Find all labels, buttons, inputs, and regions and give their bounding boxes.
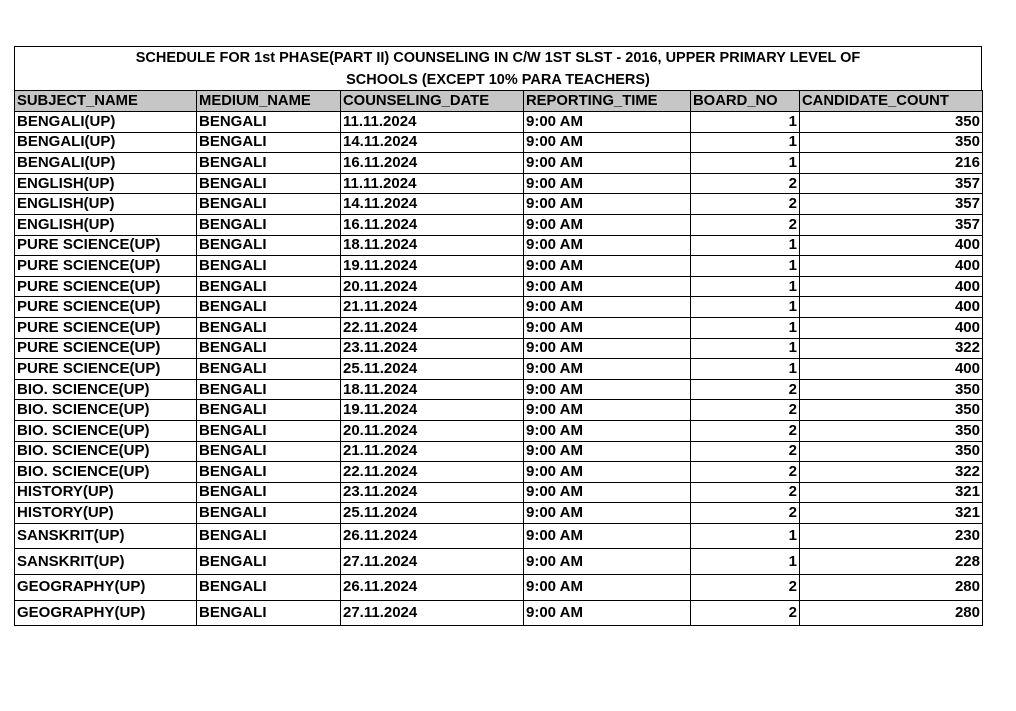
cell-counseling-date: 21.11.2024	[341, 297, 524, 318]
cell-candidate-count: 350	[800, 379, 983, 400]
cell-board-no: 2	[691, 173, 800, 194]
title-line-2: SCHOOLS (EXCEPT 10% PARA TEACHERS)	[346, 72, 650, 88]
table-row	[15, 132, 983, 153]
table-row	[15, 153, 983, 174]
cell-medium-name: BENGALI	[197, 400, 341, 421]
table-row	[15, 317, 983, 338]
cell-reporting-time: 9:00 AM	[524, 482, 691, 503]
cell-reporting-time: 9:00 AM	[524, 194, 691, 215]
cell-counseling-date: 16.11.2024	[341, 153, 524, 174]
cell-candidate-count: 350	[800, 400, 983, 421]
cell-counseling-date: 14.11.2024	[341, 194, 524, 215]
cell-subject-name: SANSKRIT(UP)	[15, 523, 197, 549]
table-row	[15, 297, 983, 318]
cell-candidate-count: 280	[800, 575, 983, 601]
cell-medium-name: BENGALI	[197, 153, 341, 174]
cell-reporting-time: 9:00 AM	[524, 359, 691, 380]
cell-subject-name: BENGALI(UP)	[15, 153, 197, 174]
cell-candidate-count: 228	[800, 549, 983, 575]
cell-reporting-time: 9:00 AM	[524, 400, 691, 421]
cell-reporting-time: 9:00 AM	[524, 317, 691, 338]
cell-medium-name: BENGALI	[197, 420, 341, 441]
cell-board-no: 1	[691, 153, 800, 174]
cell-candidate-count: 400	[800, 235, 983, 256]
cell-counseling-date: 20.11.2024	[341, 420, 524, 441]
header-medium-name: MEDIUM_NAME	[197, 91, 341, 112]
cell-candidate-count: 357	[800, 214, 983, 235]
cell-subject-name: PURE SCIENCE(UP)	[15, 359, 197, 380]
cell-subject-name: ENGLISH(UP)	[15, 173, 197, 194]
cell-board-no: 2	[691, 214, 800, 235]
cell-reporting-time: 9:00 AM	[524, 153, 691, 174]
cell-counseling-date: 27.11.2024	[341, 600, 524, 626]
header-subject-name: SUBJECT_NAME	[15, 91, 197, 112]
cell-board-no: 2	[691, 420, 800, 441]
header-row	[15, 91, 983, 112]
cell-counseling-date: 20.11.2024	[341, 276, 524, 297]
cell-reporting-time: 9:00 AM	[524, 503, 691, 524]
cell-candidate-count: 321	[800, 503, 983, 524]
cell-counseling-date: 23.11.2024	[341, 338, 524, 359]
table-row	[15, 194, 983, 215]
table-row	[15, 503, 983, 524]
cell-counseling-date: 18.11.2024	[341, 379, 524, 400]
cell-reporting-time: 9:00 AM	[524, 297, 691, 318]
cell-candidate-count: 400	[800, 359, 983, 380]
cell-candidate-count: 322	[800, 338, 983, 359]
cell-medium-name: BENGALI	[197, 549, 341, 575]
cell-subject-name: SANSKRIT(UP)	[15, 549, 197, 575]
cell-board-no: 1	[691, 523, 800, 549]
cell-board-no: 2	[691, 575, 800, 601]
cell-board-no: 1	[691, 549, 800, 575]
table-body	[15, 112, 983, 626]
cell-subject-name: HISTORY(UP)	[15, 503, 197, 524]
header-board-no: BOARD_NO	[691, 91, 800, 112]
cell-reporting-time: 9:00 AM	[524, 600, 691, 626]
cell-subject-name: PURE SCIENCE(UP)	[15, 235, 197, 256]
cell-medium-name: BENGALI	[197, 112, 341, 133]
cell-reporting-time: 9:00 AM	[524, 276, 691, 297]
cell-medium-name: BENGALI	[197, 132, 341, 153]
cell-counseling-date: 18.11.2024	[341, 235, 524, 256]
cell-candidate-count: 350	[800, 420, 983, 441]
table-row	[15, 600, 983, 626]
table-row	[15, 420, 983, 441]
cell-medium-name: BENGALI	[197, 297, 341, 318]
cell-counseling-date: 19.11.2024	[341, 256, 524, 277]
table-row	[15, 112, 983, 133]
cell-counseling-date: 22.11.2024	[341, 462, 524, 483]
cell-candidate-count: 357	[800, 194, 983, 215]
table-row	[15, 441, 983, 462]
cell-subject-name: BIO. SCIENCE(UP)	[15, 441, 197, 462]
table-row	[15, 214, 983, 235]
schedule-table	[14, 90, 983, 626]
cell-candidate-count: 350	[800, 132, 983, 153]
cell-subject-name: BIO. SCIENCE(UP)	[15, 379, 197, 400]
cell-reporting-time: 9:00 AM	[524, 420, 691, 441]
cell-board-no: 2	[691, 462, 800, 483]
cell-medium-name: BENGALI	[197, 194, 341, 215]
header-reporting-time: REPORTING_TIME	[524, 91, 691, 112]
cell-medium-name: BENGALI	[197, 523, 341, 549]
cell-reporting-time: 9:00 AM	[524, 173, 691, 194]
table-row	[15, 256, 983, 277]
cell-subject-name: BENGALI(UP)	[15, 132, 197, 153]
table-row	[15, 235, 983, 256]
cell-board-no: 2	[691, 482, 800, 503]
cell-subject-name: PURE SCIENCE(UP)	[15, 317, 197, 338]
table-row	[15, 173, 983, 194]
table-row	[15, 549, 983, 575]
cell-candidate-count: 350	[800, 112, 983, 133]
cell-reporting-time: 9:00 AM	[524, 256, 691, 277]
cell-reporting-time: 9:00 AM	[524, 235, 691, 256]
cell-counseling-date: 21.11.2024	[341, 441, 524, 462]
cell-candidate-count: 357	[800, 173, 983, 194]
cell-counseling-date: 14.11.2024	[341, 132, 524, 153]
cell-medium-name: BENGALI	[197, 256, 341, 277]
cell-subject-name: BENGALI(UP)	[15, 112, 197, 133]
cell-subject-name: BIO. SCIENCE(UP)	[15, 420, 197, 441]
schedule-sheet	[14, 46, 982, 626]
table-row	[15, 400, 983, 421]
cell-medium-name: BENGALI	[197, 317, 341, 338]
cell-subject-name: ENGLISH(UP)	[15, 194, 197, 215]
cell-medium-name: BENGALI	[197, 214, 341, 235]
table-row	[15, 482, 983, 503]
cell-board-no: 2	[691, 600, 800, 626]
cell-candidate-count: 280	[800, 600, 983, 626]
cell-board-no: 1	[691, 317, 800, 338]
cell-subject-name: BIO. SCIENCE(UP)	[15, 462, 197, 483]
cell-medium-name: BENGALI	[197, 235, 341, 256]
cell-subject-name: BIO. SCIENCE(UP)	[15, 400, 197, 421]
cell-subject-name: PURE SCIENCE(UP)	[15, 338, 197, 359]
cell-counseling-date: 25.11.2024	[341, 359, 524, 380]
cell-medium-name: BENGALI	[197, 482, 341, 503]
cell-board-no: 2	[691, 379, 800, 400]
cell-medium-name: BENGALI	[197, 359, 341, 380]
cell-board-no: 1	[691, 297, 800, 318]
cell-subject-name: PURE SCIENCE(UP)	[15, 297, 197, 318]
title-line-1: SCHEDULE FOR 1st PHASE(PART II) COUNSELING IN C/W 1ST SLST - 2016, UPPER PRIMARY LEVEL OF	[135, 50, 861, 66]
cell-candidate-count: 321	[800, 482, 983, 503]
cell-counseling-date: 23.11.2024	[341, 482, 524, 503]
cell-reporting-time: 9:00 AM	[524, 214, 691, 235]
table-row	[15, 379, 983, 400]
document-title	[14, 46, 982, 90]
cell-counseling-date: 22.11.2024	[341, 317, 524, 338]
cell-reporting-time: 9:00 AM	[524, 462, 691, 483]
table-row	[15, 338, 983, 359]
cell-board-no: 2	[691, 503, 800, 524]
cell-medium-name: BENGALI	[197, 276, 341, 297]
table-row	[15, 276, 983, 297]
cell-medium-name: BENGALI	[197, 503, 341, 524]
cell-medium-name: BENGALI	[197, 379, 341, 400]
cell-board-no: 1	[691, 359, 800, 380]
cell-reporting-time: 9:00 AM	[524, 132, 691, 153]
cell-medium-name: BENGALI	[197, 441, 341, 462]
cell-medium-name: BENGALI	[197, 600, 341, 626]
cell-reporting-time: 9:00 AM	[524, 379, 691, 400]
cell-counseling-date: 11.11.2024	[341, 112, 524, 133]
cell-reporting-time: 9:00 AM	[524, 112, 691, 133]
cell-board-no: 1	[691, 132, 800, 153]
cell-subject-name: PURE SCIENCE(UP)	[15, 276, 197, 297]
cell-board-no: 1	[691, 235, 800, 256]
table-row	[15, 575, 983, 601]
cell-candidate-count: 230	[800, 523, 983, 549]
cell-medium-name: BENGALI	[197, 173, 341, 194]
cell-counseling-date: 19.11.2024	[341, 400, 524, 421]
cell-candidate-count: 322	[800, 462, 983, 483]
cell-subject-name: GEOGRAPHY(UP)	[15, 600, 197, 626]
cell-candidate-count: 400	[800, 256, 983, 277]
cell-counseling-date: 26.11.2024	[341, 523, 524, 549]
table-row	[15, 359, 983, 380]
cell-board-no: 2	[691, 441, 800, 462]
header-candidate-count: CANDIDATE_COUNT	[800, 91, 983, 112]
cell-board-no: 1	[691, 112, 800, 133]
cell-subject-name: GEOGRAPHY(UP)	[15, 575, 197, 601]
cell-candidate-count: 400	[800, 297, 983, 318]
table-row	[15, 462, 983, 483]
cell-medium-name: BENGALI	[197, 338, 341, 359]
cell-board-no: 1	[691, 276, 800, 297]
cell-counseling-date: 27.11.2024	[341, 549, 524, 575]
cell-subject-name: ENGLISH(UP)	[15, 214, 197, 235]
cell-board-no: 2	[691, 400, 800, 421]
cell-reporting-time: 9:00 AM	[524, 575, 691, 601]
header-counseling-date: COUNSELING_DATE	[341, 91, 524, 112]
cell-candidate-count: 350	[800, 441, 983, 462]
cell-board-no: 1	[691, 338, 800, 359]
cell-candidate-count: 400	[800, 317, 983, 338]
cell-medium-name: BENGALI	[197, 462, 341, 483]
cell-counseling-date: 11.11.2024	[341, 173, 524, 194]
cell-reporting-time: 9:00 AM	[524, 441, 691, 462]
cell-reporting-time: 9:00 AM	[524, 338, 691, 359]
cell-subject-name: PURE SCIENCE(UP)	[15, 256, 197, 277]
cell-counseling-date: 25.11.2024	[341, 503, 524, 524]
cell-medium-name: BENGALI	[197, 575, 341, 601]
cell-reporting-time: 9:00 AM	[524, 523, 691, 549]
cell-board-no: 2	[691, 194, 800, 215]
cell-candidate-count: 216	[800, 153, 983, 174]
cell-counseling-date: 16.11.2024	[341, 214, 524, 235]
cell-board-no: 1	[691, 256, 800, 277]
cell-counseling-date: 26.11.2024	[341, 575, 524, 601]
table-row	[15, 523, 983, 549]
cell-candidate-count: 400	[800, 276, 983, 297]
cell-reporting-time: 9:00 AM	[524, 549, 691, 575]
cell-subject-name: HISTORY(UP)	[15, 482, 197, 503]
